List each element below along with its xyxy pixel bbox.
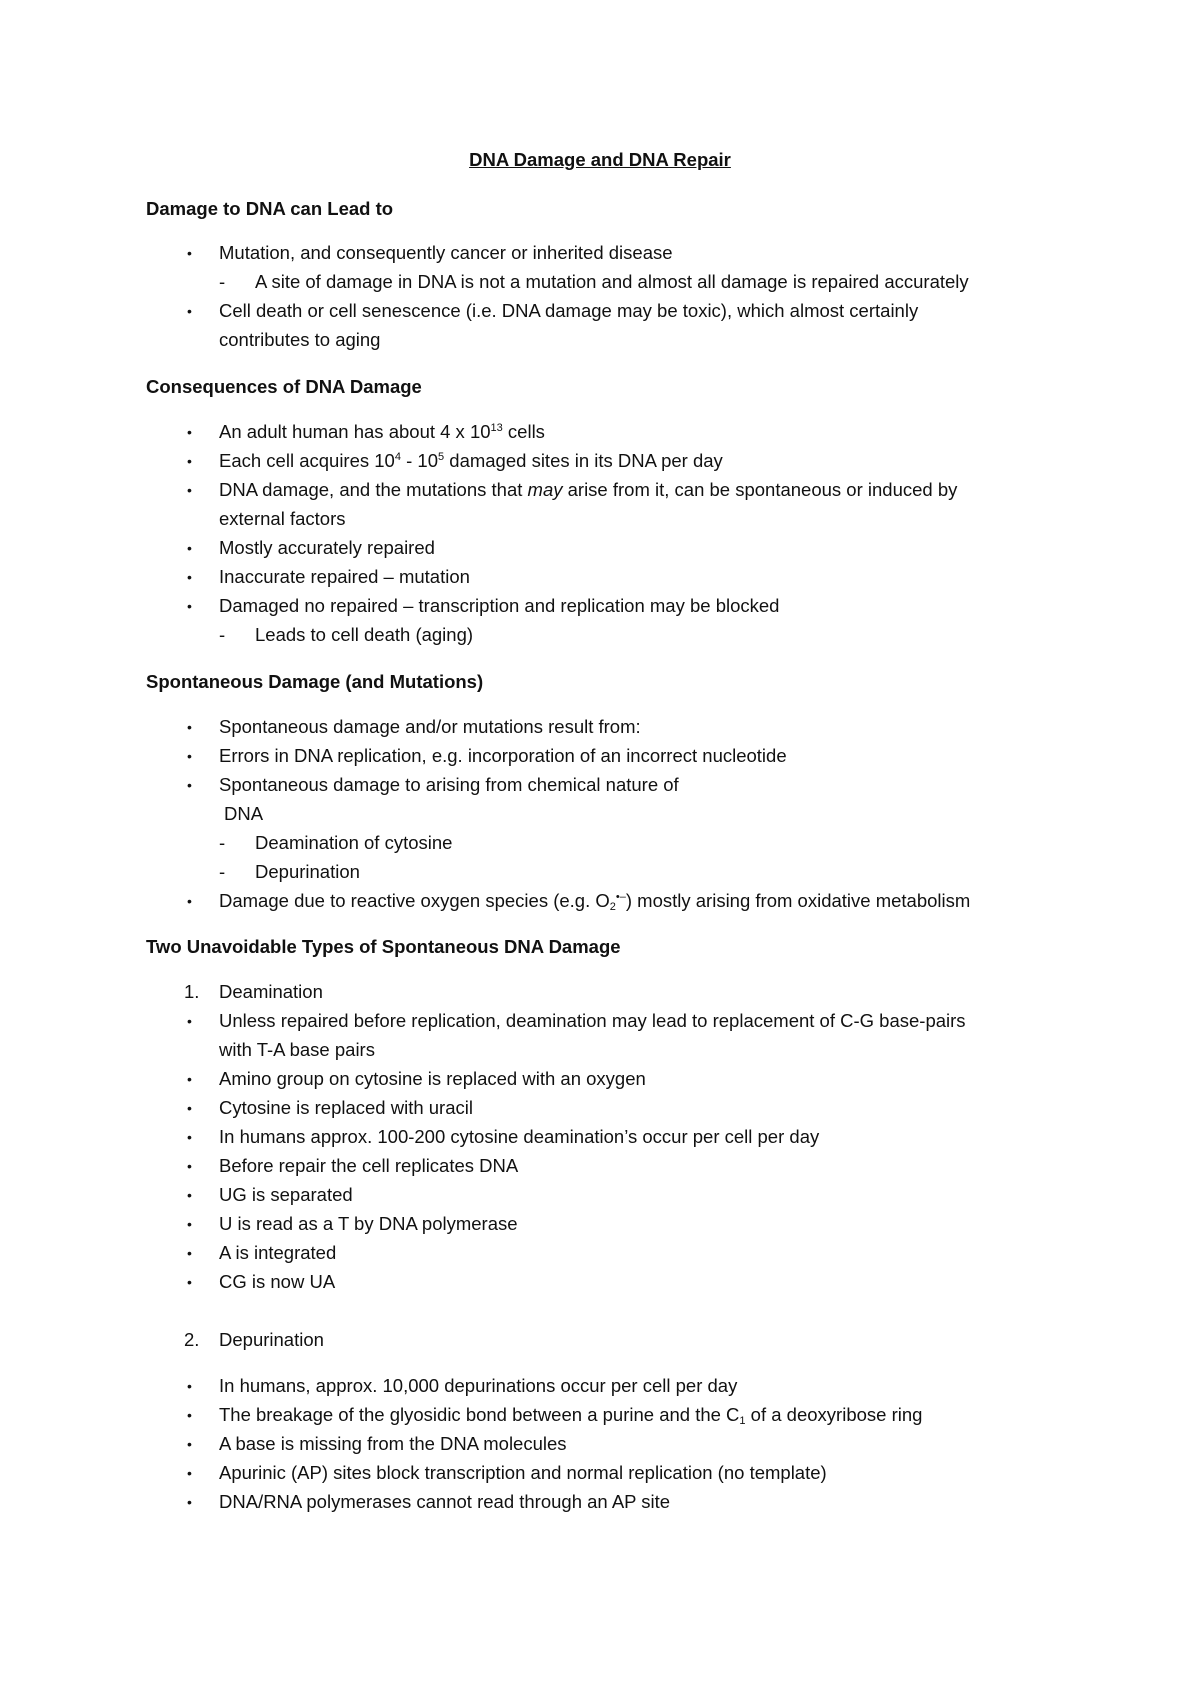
bullet-glyph: •: [187, 1158, 192, 1174]
list-item: Unless repaired before replication, deamination may lead to replacement of C-G base-pairs: [219, 1010, 966, 1031]
list-number: 2.: [184, 1329, 200, 1350]
list-item-continuation: with T-A base pairs: [219, 1039, 375, 1060]
bullet-glyph: •: [187, 1245, 192, 1261]
bullet-glyph: •: [187, 245, 192, 261]
sub-list-item: A site of damage in DNA is not a mutation and almost all damage is repaired accurately: [255, 271, 969, 292]
section-heading: Consequences of DNA Damage: [146, 376, 422, 397]
bullet-glyph: •: [187, 569, 192, 585]
list-item: CG is now UA: [219, 1271, 336, 1292]
list-item: Mostly accurately repaired: [219, 537, 435, 558]
bullet-glyph: •: [187, 598, 192, 614]
numbered-item: Depurination: [219, 1329, 324, 1350]
list-item: Cytosine is replaced with uracil: [219, 1097, 473, 1118]
bullet-glyph: •: [187, 1187, 192, 1203]
list-item: Spontaneous damage and/or mutations result from:: [219, 716, 641, 737]
list-item: Amino group on cytosine is replaced with an oxygen: [219, 1068, 646, 1089]
bullet-glyph: •: [187, 1407, 192, 1423]
sub-list-item: Deamination of cytosine: [255, 832, 453, 853]
dash-glyph: -: [219, 624, 226, 645]
bullet-glyph: •: [187, 1216, 192, 1232]
list-item: Inaccurate repaired – mutation: [219, 566, 470, 587]
list-item-continuation: external factors: [219, 508, 346, 529]
dash-glyph: -: [219, 832, 226, 853]
list-item: Spontaneous damage to arising from chemical nature of: [219, 774, 679, 795]
bullet-glyph: •: [187, 777, 192, 793]
bullet-glyph: •: [187, 1494, 192, 1510]
list-item: DNA/RNA polymerases cannot read through an AP site: [219, 1491, 671, 1512]
section-heading: Two Unavoidable Types of Spontaneous DNA Damage: [146, 936, 621, 957]
list-item: Mutation, and consequently cancer or inherited disease: [219, 242, 673, 263]
bullet-glyph: •: [187, 303, 192, 319]
bullet-glyph: •: [187, 482, 192, 498]
list-item: UG is separated: [219, 1184, 353, 1205]
list-item: Before repair the cell replicates DNA: [219, 1155, 519, 1176]
section-heading: Spontaneous Damage (and Mutations): [146, 671, 484, 692]
bullet-glyph: •: [187, 1013, 192, 1029]
bullet-glyph: •: [187, 1436, 192, 1452]
list-item: In humans, approx. 10,000 depurinations occur per cell per day: [219, 1375, 738, 1396]
sub-list-item: Leads to cell death (aging): [255, 624, 474, 645]
bullet-glyph: •: [187, 893, 192, 909]
dash-glyph: -: [219, 271, 226, 292]
bullet-glyph: •: [187, 1100, 192, 1116]
sub-list-item: Depurination: [255, 861, 360, 882]
bullet-glyph: •: [187, 1129, 192, 1145]
list-item: The breakage of the glyosidic bond between a purine and the $C_1$ of a deoxyribose ring: [219, 1404, 923, 1427]
dash-glyph: -: [219, 861, 226, 882]
bullet-glyph: •: [187, 1378, 192, 1394]
list-item: U is read as a T by DNA polymerase: [219, 1213, 518, 1234]
bullet-glyph: •: [187, 424, 192, 440]
list-number: 1.: [184, 981, 200, 1002]
list-item: Cell death or cell senescence (i.e. DNA damage may be toxic), which almost certainly: [219, 300, 919, 321]
bullet-glyph: •: [187, 1071, 192, 1087]
bullet-glyph: •: [187, 719, 192, 735]
list-item-continuation: DNA: [224, 803, 264, 824]
bullet-glyph: •: [187, 453, 192, 469]
page-title: DNA Damage and DNA Repair: [469, 149, 731, 170]
list-item: DNA damage, and the mutations that may arise from it, can be spontaneous or induced by: [219, 479, 958, 500]
list-item: An adult human has about 4 x $10^{13}$ cells: [219, 421, 545, 442]
list-item: In humans approx. 100-200 cytosine deamination’s occur per cell per day: [219, 1126, 820, 1147]
list-item-continuation: contributes to aging: [219, 329, 381, 350]
section-heading: Damage to DNA can Lead to: [146, 198, 394, 219]
list-item: Apurinic (AP) sites block transcription and normal replication (no template): [219, 1462, 827, 1483]
list-item: Errors in DNA replication, e.g. incorporation of an incorrect nucleotide: [219, 745, 787, 766]
bullet-glyph: •: [187, 540, 192, 556]
list-item: Damaged no repaired – transcription and replication may be blocked: [219, 595, 780, 616]
bullet-glyph: •: [187, 1274, 192, 1290]
list-item: Each cell acquires $10^4 - 10^5$ damaged sites in its DNA per day: [219, 450, 723, 471]
bullet-glyph: •: [187, 1465, 192, 1481]
list-item: Damage due to reactive oxygen species (e.g. $O_2^{•-}$) mostly arising from oxidative metabolism: [219, 890, 971, 913]
numbered-item: Deamination: [219, 981, 323, 1002]
list-item: A is integrated: [219, 1242, 337, 1263]
list-item: A base is missing from the DNA molecules: [219, 1433, 567, 1454]
bullet-glyph: •: [187, 748, 192, 764]
